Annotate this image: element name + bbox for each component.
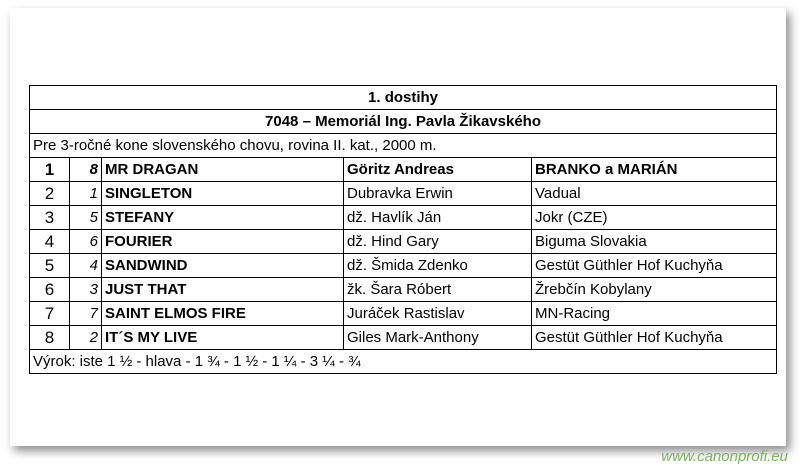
jockey-cell: dž. Hind Gary xyxy=(344,230,532,254)
owner-cell: Jokr (CZE) xyxy=(532,206,777,230)
jockey-cell: Juráček Rastislav xyxy=(344,302,532,326)
jockey-cell: Giles Mark-Anthony xyxy=(344,326,532,350)
table-row xyxy=(30,158,777,182)
owner-cell: Biguma Slovakia xyxy=(532,230,777,254)
owner-cell: Gestüt Güthler Hof Kuchyňa xyxy=(532,326,777,350)
jockey-cell: dž. Šmida Zdenko xyxy=(344,254,532,278)
horse-cell: JUST THAT xyxy=(102,278,344,302)
owner-cell: Vadual xyxy=(532,182,777,206)
horse-cell: MR DRAGAN xyxy=(102,158,344,182)
number-cell: 5 xyxy=(70,206,102,230)
table-row xyxy=(30,302,777,326)
horse-cell: FOURIER xyxy=(102,230,344,254)
race-conditions: Pre 3-ročné kone slovenského chovu, rovina II. kat., 2000 m. xyxy=(30,134,777,158)
race-verdict: Výrok: iste 1 ½ - hlava - 1 ¾ - 1 ½ - 1 ¼ - 3 ¼ - ¾ xyxy=(30,350,777,374)
watermark-text: www.canonprofi.eu xyxy=(661,448,788,465)
owner-cell: MN-Racing xyxy=(532,302,777,326)
table-row xyxy=(30,278,777,302)
number-cell: 8 xyxy=(70,158,102,182)
jockey-cell: Dubravka Erwin xyxy=(344,182,532,206)
owner-cell: Gestüt Güthler Hof Kuchyňa xyxy=(532,254,777,278)
owner-cell: Žrebčín Kobylany xyxy=(532,278,777,302)
document-sheet xyxy=(10,8,786,446)
place-cell: 3 xyxy=(30,206,70,230)
horse-cell: SAINT ELMOS FIRE xyxy=(102,302,344,326)
place-cell: 6 xyxy=(30,278,70,302)
race-title: 7048 – Memoriál Ing. Pavla Žikavského xyxy=(30,110,777,134)
jockey-cell: žk. Šara Róbert xyxy=(344,278,532,302)
place-cell: 5 xyxy=(30,254,70,278)
table-row xyxy=(30,182,777,206)
table-row xyxy=(30,230,777,254)
table-row xyxy=(30,326,777,350)
horse-cell: IT´S MY LIVE xyxy=(102,326,344,350)
place-cell: 8 xyxy=(30,326,70,350)
race-heading: 1. dostihy xyxy=(30,86,777,110)
owner-cell: BRANKO a MARIÁN xyxy=(532,158,777,182)
race-results-table xyxy=(29,85,777,374)
table-row xyxy=(30,206,777,230)
place-cell: 1 xyxy=(30,158,70,182)
place-cell: 7 xyxy=(30,302,70,326)
number-cell: 4 xyxy=(70,254,102,278)
jockey-cell: dž. Havlík Ján xyxy=(344,206,532,230)
number-cell: 7 xyxy=(70,302,102,326)
table-row xyxy=(30,254,777,278)
number-cell: 2 xyxy=(70,326,102,350)
horse-cell: STEFANY xyxy=(102,206,344,230)
number-cell: 1 xyxy=(70,182,102,206)
number-cell: 3 xyxy=(70,278,102,302)
number-cell: 6 xyxy=(70,230,102,254)
horse-cell: SANDWIND xyxy=(102,254,344,278)
place-cell: 2 xyxy=(30,182,70,206)
place-cell: 4 xyxy=(30,230,70,254)
horse-cell: SINGLETON xyxy=(102,182,344,206)
jockey-cell: Göritz Andreas xyxy=(344,158,532,182)
